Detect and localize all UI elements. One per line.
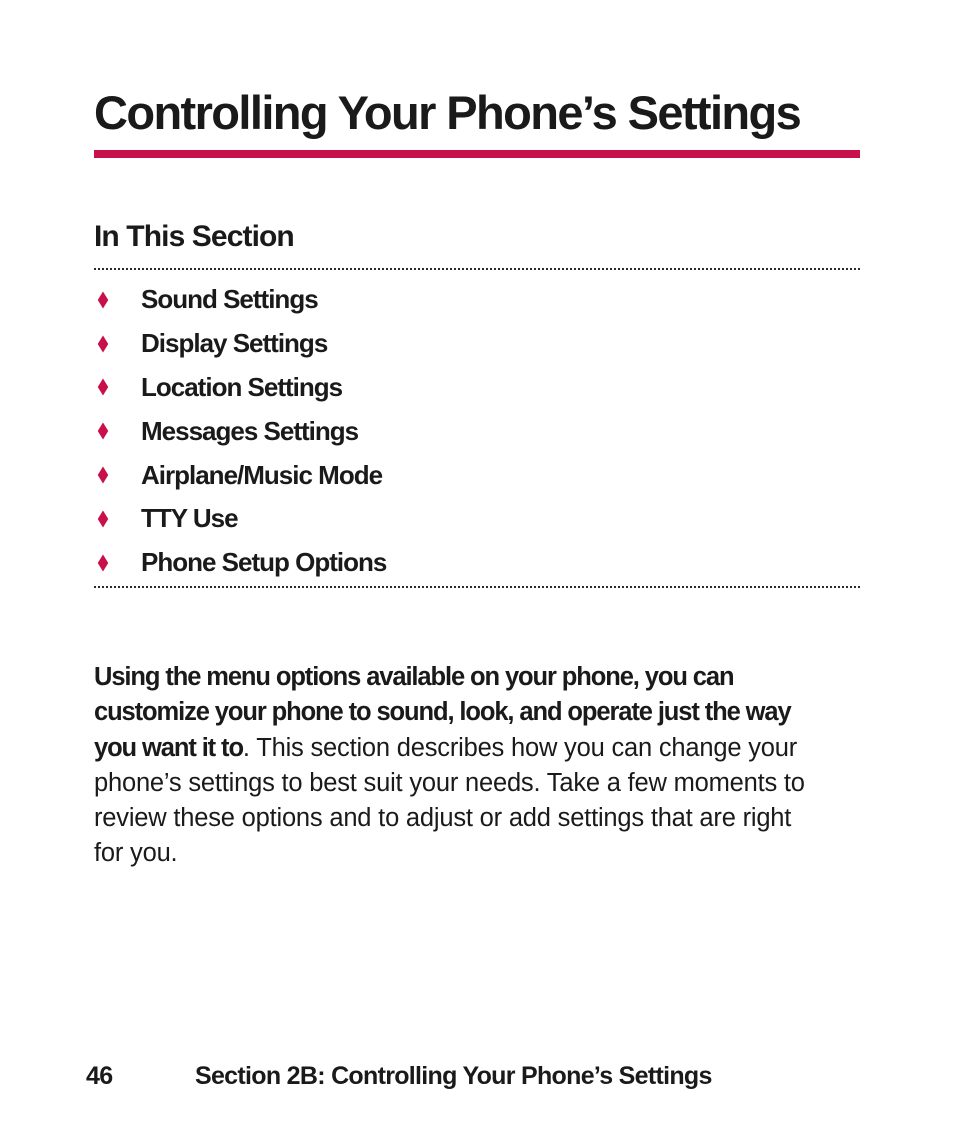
list-item [94,497,386,541]
list-item-label: Airplane/Music Mode [141,459,383,490]
list-item-label: Display Settings [141,328,328,359]
in-this-section-heading: In This Section [94,220,294,253]
page-number: 46 [86,1062,113,1090]
list-item-label: Messages Settings [141,415,359,446]
list-item-label: Location Settings [141,371,343,402]
diamond-bullet-icon [98,335,109,352]
title-underline-rule [94,150,860,158]
list-item [94,322,386,366]
dotted-divider-bottom [94,586,860,588]
list-item [94,409,386,453]
diamond-bullet-icon [98,554,109,571]
intro-paragraph [94,660,814,872]
page-title: Controlling Your Phone’s Settings [94,86,801,139]
list-item [94,541,386,585]
list-item [94,453,386,497]
list-item-label: Sound Settings [141,284,318,315]
diamond-bullet-icon [98,291,109,308]
section-contents-list [94,278,386,585]
dotted-divider-top [94,268,860,270]
intro-body-text: . This section describes how you can change your phone’s settings to best suit your needs. Take a few moments to review these options and to adjust or add settings that are right for you. [94,733,805,868]
diamond-bullet-icon [98,467,109,484]
intro-bold-lead: Using the menu options available on your phone, you can customize your phone to sound, look, and operate just the way you want it to [94,663,791,762]
footer-section-label: Section 2B: Controlling Your Phone’s Settings [195,1062,712,1090]
list-item-label: Phone Setup Options [141,547,387,578]
list-item-label: TTY Use [141,503,238,534]
list-item [94,366,386,410]
diamond-bullet-icon [98,510,109,527]
diamond-bullet-icon [98,423,109,440]
diamond-bullet-icon [98,379,109,396]
list-item [94,278,386,322]
